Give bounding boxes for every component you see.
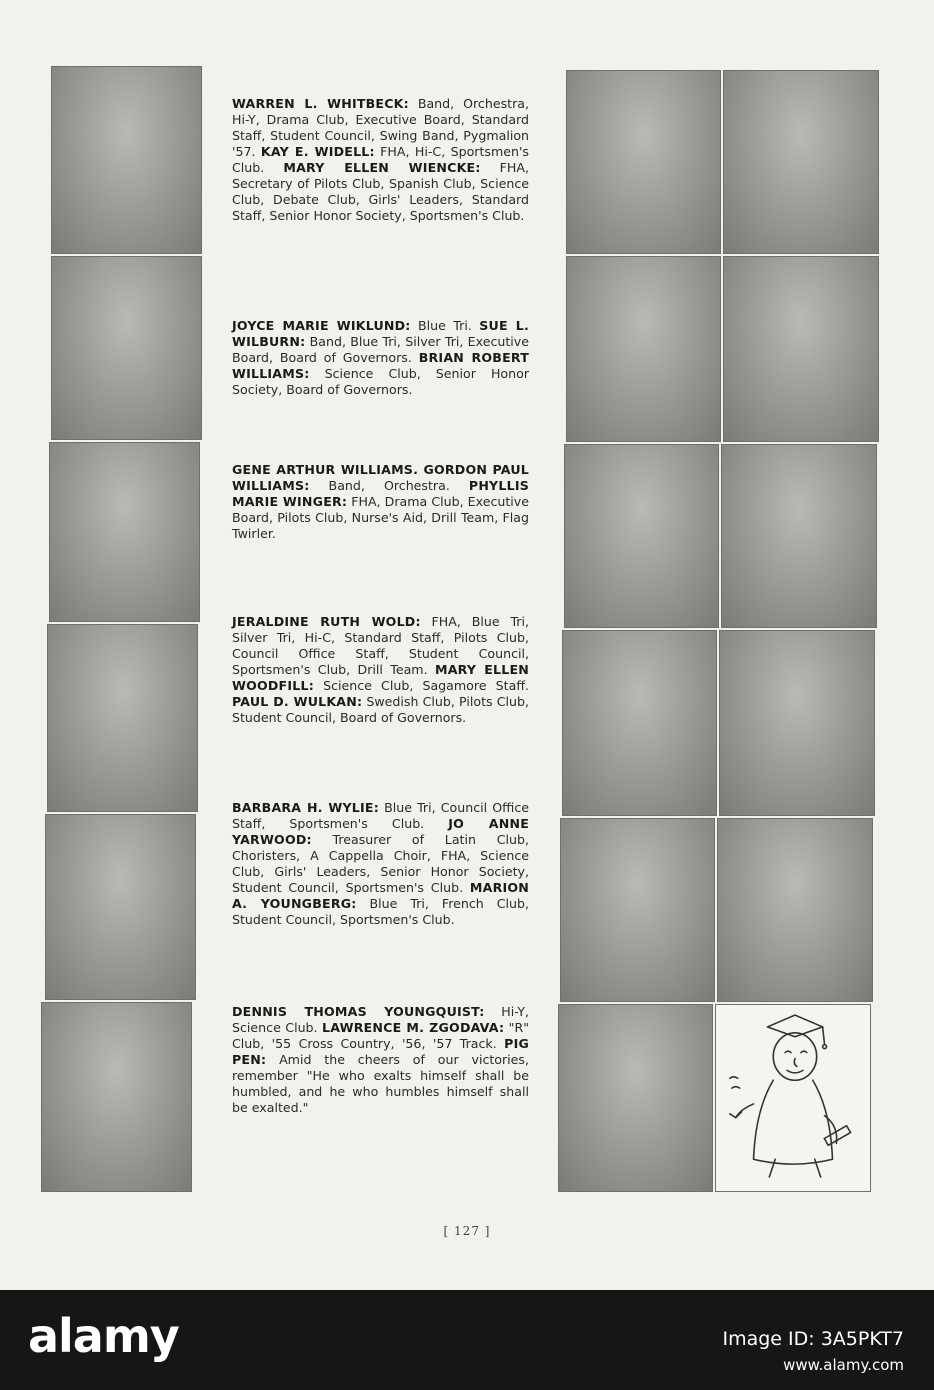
- portrait-photo: [558, 1004, 713, 1192]
- portrait-photo: [566, 256, 721, 442]
- portrait-photo: [45, 814, 196, 1000]
- portrait-photo: [564, 444, 719, 628]
- portrait-photo: [560, 818, 715, 1002]
- portrait-photo: [721, 444, 877, 628]
- alamy-logo: alamy: [28, 1309, 179, 1363]
- portrait-photo: [47, 624, 198, 812]
- portrait-photo: [719, 630, 875, 816]
- portrait-photo: [562, 630, 717, 816]
- graduate-cartoon-drawing: [715, 1004, 871, 1192]
- bio-block: DENNIS THOMAS YOUNGQUIST: Hi-Y, Science Club. LAWRENCE M. ZGODAVA: "R" Club, '55 Cross Country, '56, '57 Track. PIG PEN: Amid the cheers of our victories, remember "He who exalts himself shall be humbled, and he who humbles himself shall be exalted.": [232, 1004, 530, 1115]
- bio-block: GENE ARTHUR WILLIAMS. GORDON PAUL WILLIAMS: Band, Orchestra. PHYLLIS MARIE WINGER: FHA, Drama Club, Executive Board, Pilots Club, Nurse's Aid, Drill Team, Flag Twirler.: [232, 462, 529, 541]
- portrait-photo: [566, 70, 721, 254]
- portrait-photo: [51, 66, 202, 254]
- portrait-photo: [723, 256, 879, 442]
- bio-block: JERALDINE RUTH WOLD: FHA, Blue Tri, Silver Tri, Hi-C, Standard Staff, Pilots Club, Council Office Staff, Student Council, Sportsmen's Club, Drill Team. MARY ELLEN WOODFILL: Science Club, Sagamore Staff. PAUL D. WULKAN: Swedish Club, Pilots Club, Student Council, Board of Governors.: [232, 614, 530, 725]
- bio-block: BARBARA H. WYLIE: Blue Tri, Council Office Staff, Sportsmen's Club. JO ANNE YARWOOD: Treasurer of Latin Club, Choristers, A Cappella Choir, FHA, Science Club, Girls' Leaders, Senior Honor Society, Student Council, Sportsmen's Club. MARION A. YOUNGBERG: Blue Tri, French Club, Student Council, Sportsmen's Club.: [232, 800, 530, 927]
- image-id-text: Image ID: 3A5PKT7: [722, 1328, 904, 1350]
- portrait-photo: [717, 818, 873, 1002]
- page-number: [ 127 ]: [443, 1224, 491, 1238]
- watermark-url: www.alamy.com: [783, 1356, 904, 1374]
- bio-block: WARREN L. WHITBECK: Band, Orchestra, Hi-Y, Drama Club, Executive Board, Standard Staff, Student Council, Swing Band, Pygmalion '57. KAY E. WIDELL: FHA, Hi-C, Sportsmen's Club. MARY ELLEN WIENCKE: FHA, Secretary of Pilots Club, Spanish Club, Science Club, Debate Club, Girls' Leaders, Standard Staff, Senior Honor Society, Sportsmen's Club.: [232, 96, 529, 223]
- portrait-photo: [41, 1002, 192, 1192]
- graduate-cartoon-icon: [716, 1005, 870, 1191]
- portrait-photo: [723, 70, 879, 254]
- bio-block: JOYCE MARIE WIKLUND: Blue Tri. SUE L. WILBURN: Band, Blue Tri, Silver Tri, Executive Board, Board of Governors. BRIAN ROBERT WILLIAMS: Science Club, Senior Honor Society, Board of Governors.: [232, 318, 529, 397]
- portrait-photo: [51, 256, 202, 440]
- portrait-photo: [49, 442, 200, 622]
